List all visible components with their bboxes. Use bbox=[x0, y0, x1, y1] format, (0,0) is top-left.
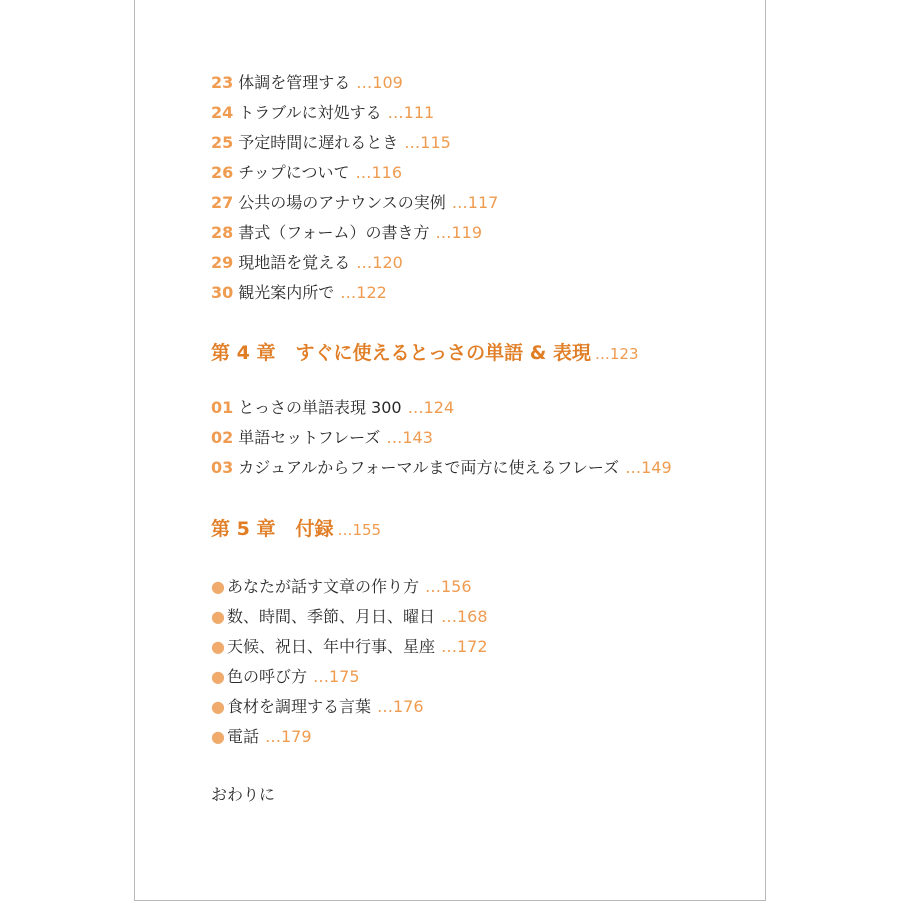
toc-item[interactable] bbox=[211, 163, 402, 183]
item-number: 29 bbox=[211, 253, 234, 272]
item-page: …172 bbox=[440, 637, 488, 656]
item-title: 電話 bbox=[226, 727, 259, 746]
item-page: …119 bbox=[435, 223, 483, 242]
toc-item[interactable] bbox=[211, 637, 488, 657]
bullet-icon: ● bbox=[211, 667, 225, 686]
toc-item[interactable] bbox=[211, 133, 451, 153]
item-number: 03 bbox=[211, 458, 234, 477]
bullet-icon: ● bbox=[211, 727, 225, 746]
item-number: 24 bbox=[211, 103, 234, 122]
item-page: …122 bbox=[340, 283, 387, 302]
item-title: とっさの単語表現 300 bbox=[238, 398, 402, 417]
chapter-number: 第 4 章 bbox=[211, 342, 276, 364]
toc-item[interactable] bbox=[211, 458, 672, 478]
toc-item[interactable] bbox=[211, 223, 482, 243]
item-number: 25 bbox=[211, 133, 234, 152]
bullet-icon: ● bbox=[211, 607, 225, 626]
item-title: 食材を調理する言葉 bbox=[226, 697, 371, 716]
item-number: 28 bbox=[211, 223, 234, 242]
item-number: 01 bbox=[211, 398, 234, 417]
item-number: 26 bbox=[211, 163, 234, 182]
item-page: …115 bbox=[404, 133, 451, 152]
toc-item[interactable] bbox=[211, 607, 488, 627]
item-page: …111 bbox=[387, 103, 435, 122]
item-page: …124 bbox=[407, 398, 455, 417]
bullet-icon: ● bbox=[211, 637, 225, 656]
item-title: 予定時間に遅れるとき bbox=[238, 133, 399, 152]
item-page: …168 bbox=[440, 607, 488, 626]
book-page bbox=[134, 0, 766, 901]
toc-item[interactable] bbox=[211, 103, 434, 123]
item-title: 書式（フォーム）の書き方 bbox=[238, 223, 430, 242]
item-title: チップについて bbox=[238, 163, 350, 182]
chapter-page: …155 bbox=[337, 521, 382, 539]
item-title: 体調を管理する bbox=[238, 73, 351, 92]
item-title: 観光案内所で bbox=[238, 283, 335, 302]
item-page: …175 bbox=[312, 667, 360, 686]
toc-item[interactable] bbox=[211, 727, 312, 747]
item-number: 02 bbox=[211, 428, 234, 447]
item-page: …117 bbox=[451, 193, 499, 212]
item-title: 色の呼び方 bbox=[226, 667, 307, 686]
toc-item[interactable] bbox=[211, 73, 403, 93]
item-title: あなたが話す文章の作り方 bbox=[226, 577, 419, 596]
item-title: カジュアルからフォーマルまで両方に使えるフレーズ bbox=[238, 458, 620, 477]
item-page: …116 bbox=[355, 163, 403, 182]
item-number: 30 bbox=[211, 283, 234, 302]
item-page: …176 bbox=[376, 697, 424, 716]
item-title: トラブルに対処する bbox=[238, 103, 382, 122]
toc-item[interactable] bbox=[211, 398, 454, 418]
item-title: 現地語を覚える bbox=[238, 253, 351, 272]
toc-item[interactable] bbox=[211, 667, 360, 687]
item-page: …156 bbox=[424, 577, 472, 596]
bullet-icon: ● bbox=[211, 697, 225, 716]
chapter-heading[interactable] bbox=[211, 517, 381, 541]
closing-entry[interactable]: おわりに bbox=[211, 785, 276, 804]
item-title: 単語セットフレーズ bbox=[238, 428, 381, 447]
item-number: 27 bbox=[211, 193, 234, 212]
item-title: 天候、祝日、年中行事、星座 bbox=[226, 637, 435, 656]
chapter-page: …123 bbox=[594, 345, 639, 363]
item-page: …179 bbox=[264, 727, 312, 746]
toc-item[interactable] bbox=[211, 193, 498, 213]
item-page: …120 bbox=[356, 253, 403, 272]
toc-item[interactable] bbox=[211, 697, 424, 717]
item-page: …149 bbox=[625, 458, 672, 477]
chapter-heading[interactable] bbox=[211, 341, 639, 365]
toc-item[interactable] bbox=[211, 577, 472, 597]
item-page: …109 bbox=[356, 73, 403, 92]
item-page: …143 bbox=[386, 428, 433, 447]
item-title: 数、時間、季節、月日、曜日 bbox=[226, 607, 435, 626]
chapter-title: 付録 bbox=[295, 518, 334, 540]
chapter-title: すぐに使えるとっさの単語 & 表現 bbox=[295, 342, 591, 364]
toc-item[interactable] bbox=[211, 253, 403, 273]
item-number: 23 bbox=[211, 73, 234, 92]
chapter-number: 第 5 章 bbox=[211, 518, 276, 540]
item-title: 公共の場のアナウンスの実例 bbox=[238, 193, 446, 212]
toc-item[interactable] bbox=[211, 283, 387, 303]
toc-item[interactable] bbox=[211, 428, 433, 448]
bullet-icon: ● bbox=[211, 577, 225, 596]
